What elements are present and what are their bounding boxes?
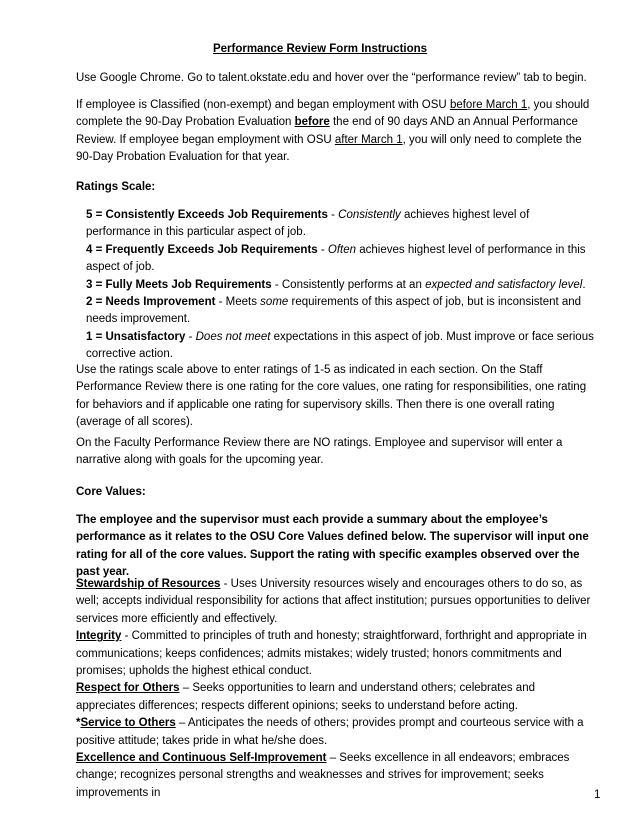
rating-label: 5 = Consistently Exceeds Job Requirements (86, 209, 328, 221)
core-value-name: Integrity (76, 630, 122, 643)
ratings-list (86, 207, 596, 364)
rating-emphasis: some (260, 296, 289, 309)
rating-item (86, 242, 596, 277)
core-value-item (76, 628, 596, 680)
rating-emphasis: Does not meet (195, 330, 271, 343)
core-value-item (76, 680, 596, 715)
core-value-desc: – Seeks opportunities to learn and understand others; celebrates and appreciates differences; respects different opinions; seeks to understand before acting. (76, 682, 535, 712)
rating-item (86, 329, 596, 364)
core-value-prefix: * (76, 717, 81, 730)
rating-item (86, 207, 596, 242)
ratings-heading: Ratings Scale: (76, 181, 156, 193)
core-values-list (76, 576, 596, 802)
rating-emphasis: expected and satisfactory level (425, 278, 583, 291)
rating-desc: achieves highest level of performance in this particular aspect of job. (86, 209, 530, 239)
classified-paragraph (76, 97, 596, 167)
core-values-intro: The employee and the supervisor must each provide a summary about the employee’s performance as it relates to the OSU Core Values defined below. The supervisor will input one rating for all of the core values. Support the rating with specific examples observed over the past year. (76, 514, 589, 579)
ratings-usage-paragraph: Use the ratings scale above to enter ratings of 1-5 as indicated in each section. On the Staff Performance Review there is one rating for the core values, one rating for responsibilities, one rating for behaviors and if applicable one rating for supervisory skills. Then there is one overall rating (average of all scores). (76, 364, 587, 429)
core-value-desc: - Uses University resources wisely and encourages others to do so, as well; accepts individual responsibility for actions that affect institution; pursues opportunities to deliver services more efficiently and effectively. (76, 578, 591, 625)
rating-desc: achieves highest level of performance in this aspect of job. (86, 243, 586, 274)
rating-label: 2 = Needs Improvement (86, 296, 216, 309)
core-value-item (76, 715, 596, 750)
after-march-text: after March 1 (334, 133, 403, 146)
core-value-name: Excellence and Continuous Self-Improvement (76, 752, 327, 765)
core-value-desc: – Seeks excellence in all endeavors; embraces change; recognizes personal strengths and weaknesses and strives for improvement; seeks improvements in (76, 752, 570, 799)
core-values-heading: Core Values: (76, 486, 146, 498)
rating-label: 3 = Fully Meets Job Requirements (86, 278, 272, 291)
classified-text-4: , you will only need to complete the 90-Day Probation Evaluation for that year. (76, 133, 582, 164)
rating-sep: - (185, 330, 196, 343)
rating-sep: - Meets (215, 296, 261, 309)
rating-emphasis: Consistently (338, 209, 401, 221)
page-number: 1 (594, 789, 601, 801)
rating-desc: expectations in this aspect of job. Must improve or face serious corrective action. (86, 330, 594, 361)
core-value-item (76, 750, 596, 802)
rating-label: 1 = Unsatisfactory (86, 330, 186, 343)
before-text: before (294, 116, 330, 129)
rating-item (86, 277, 596, 294)
rating-label: 4 = Frequently Exceeds Job Requirements (86, 243, 318, 256)
before-march-text: before March 1 (449, 99, 528, 111)
classified-text-3: the end of 90 days AND an Annual Performance Review. If employee began employment with OSU (76, 116, 578, 146)
classified-text-2: , you should complete the 90-Day Probation Evaluation (76, 99, 590, 129)
core-value-desc: – Anticipates the needs of others; provides prompt and courteous service with a positive attitude; takes pride in what he/she does. (76, 717, 584, 747)
rating-desc: . (582, 278, 586, 291)
core-value-desc: - Committed to principles of truth and honesty; straightforward, forthright and appropriate in communications; keeps confidences; admits mistakes; widely trusted; honors commitments and promises; upholds the highest ethical conduct. (76, 630, 587, 678)
rating-sep: - (327, 209, 339, 221)
core-value-name: Service to Others (80, 717, 176, 730)
rating-item (86, 294, 596, 329)
intro-paragraph: Use Google Chrome. Go to talent.okstate.edu and hover over the “performance review” tab to begin. (76, 72, 587, 84)
core-value-name: Respect for Others (76, 682, 180, 695)
rating-desc: requirements of this aspect of job, but is inconsistent and needs improvement. (86, 296, 582, 326)
classified-text-1: If employee is Classified (non-exempt) and began employment with OSU (76, 99, 450, 111)
rating-sep: - (317, 243, 328, 256)
rating-emphasis: Often (327, 243, 357, 256)
rating-sep: - Consistently performs at an (271, 278, 426, 291)
page-title: Performance Review Form Instructions (212, 43, 428, 55)
faculty-paragraph: On the Faculty Performance Review there are NO ratings. Employee and supervisor will enter a narrative along with goals for the upcoming year. (76, 437, 563, 467)
core-value-item (76, 576, 596, 628)
core-value-name: Stewardship of Resources (76, 578, 221, 590)
